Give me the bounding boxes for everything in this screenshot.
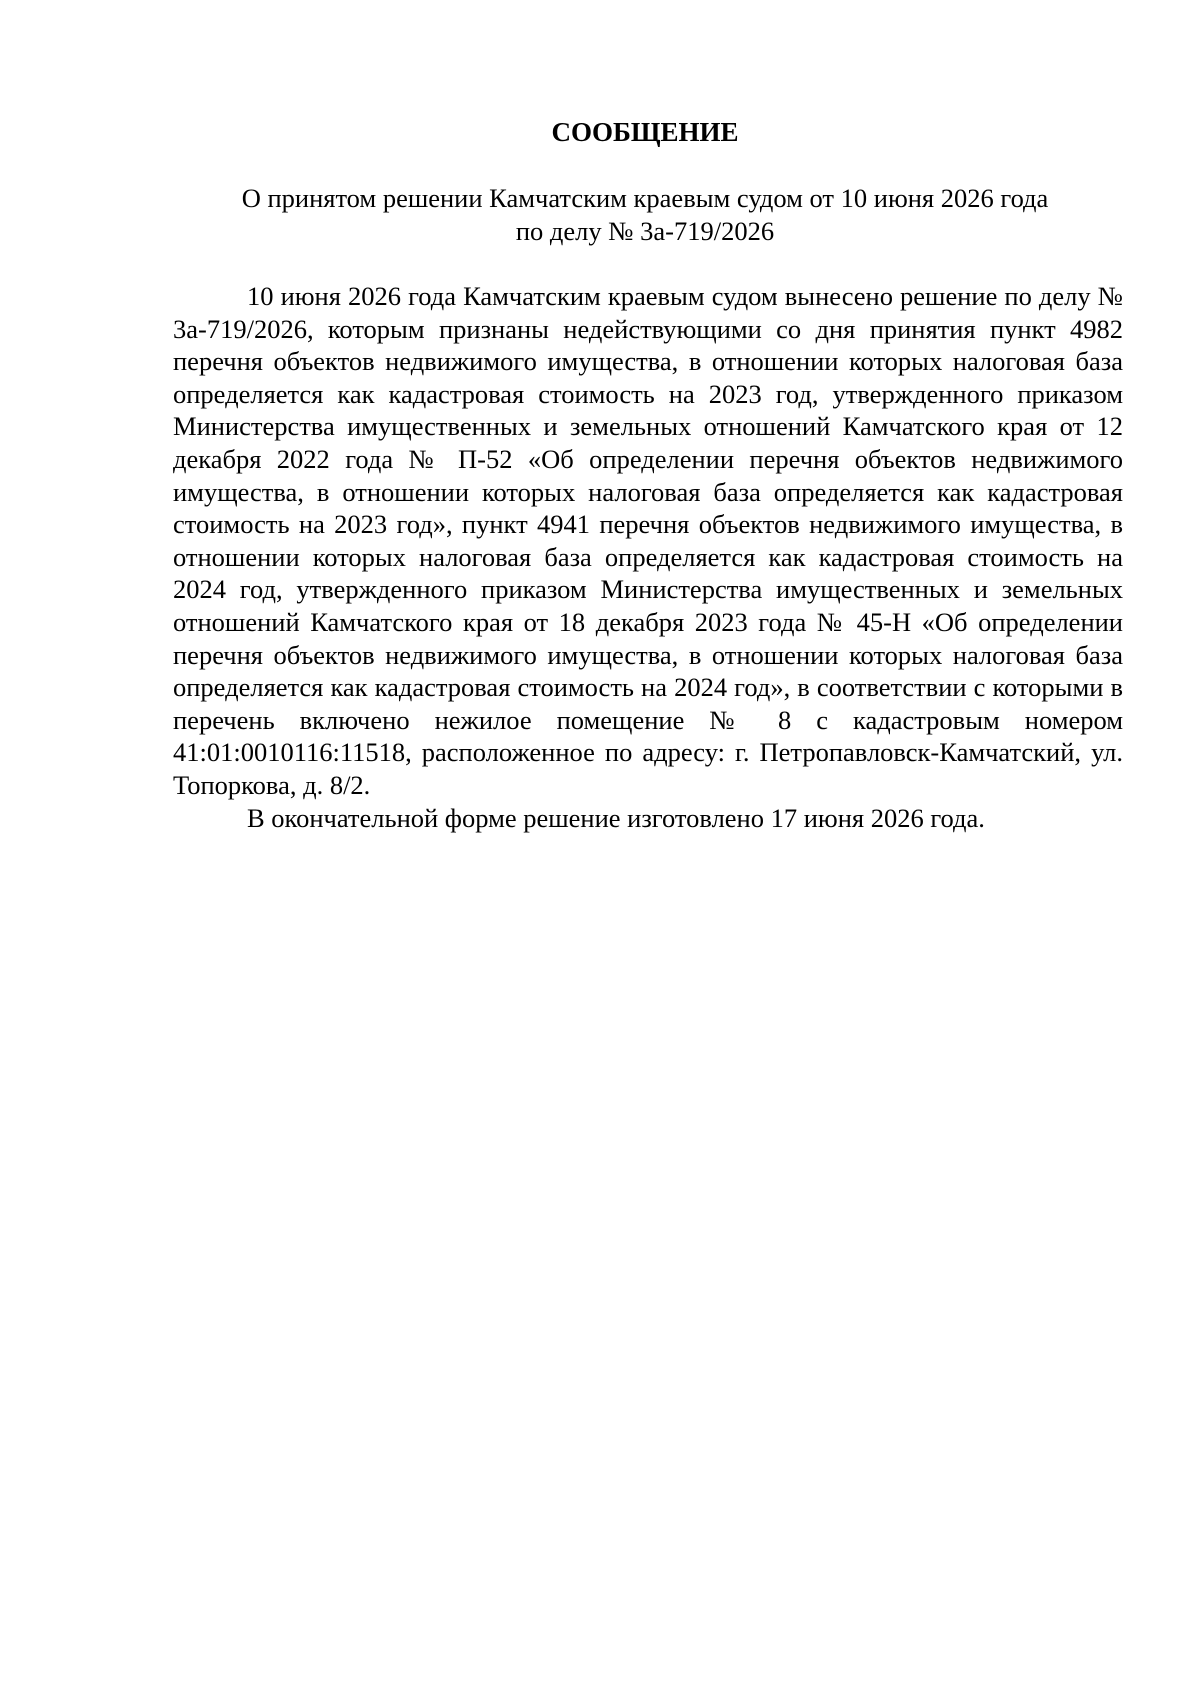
document-subtitle xyxy=(170,182,1120,247)
document-body xyxy=(173,280,1123,834)
subtitle-line-1: О принятом решении Камчатским краевым судом от 10 июня 2026 года xyxy=(241,183,1049,213)
subtitle-line-2: по делу № 3а-719/2026 xyxy=(515,215,775,246)
body-paragraph-final-form: В окончательной форме решение изготовлено 17 июня 2026 года. xyxy=(247,802,985,833)
document-title: СООБЩЕНИЕ xyxy=(551,117,739,147)
body-paragraph-decision: 10 июня 2026 года Камчатским краевым судом вынесено решение по делу № 3а-719/2026, которым признаны недействующими со дня принятия пункт 4982 перечня объектов недвижимого имущества, в отношении которых налоговая база определяется как кадастровая стоимость на 2023 год, утвержденного приказом Министерства имущественных и земельных отношений Камчатского края от 12 декабря 2022 года № П-52 «Об определении перечня объектов недвижимого имущества, в отношении которых налоговая база определяется как кадастровая стоимость на 2023 год», пункт 4941 перечня объектов недвижимого имущества, в отношении которых налоговая база определяется как кадастровая стоимость на 2024 год, утвержденного приказом Министерства имущественных и земельных отношений Камчатского края от 18 декабря 2023 года № 45-Н «Об определении перечня объектов недвижимого имущества, в отношении которых налоговая база определяется как кадастровая стоимость на 2024 год», в соответствии с которыми в перечень включено нежилое помещение № 8 с кадастровым номером 41:01:0010116:11518, расположенное по адресу: г. Петропавловск-Камчатский, ул. Топоркова, д. 8/2. xyxy=(173,281,1123,800)
